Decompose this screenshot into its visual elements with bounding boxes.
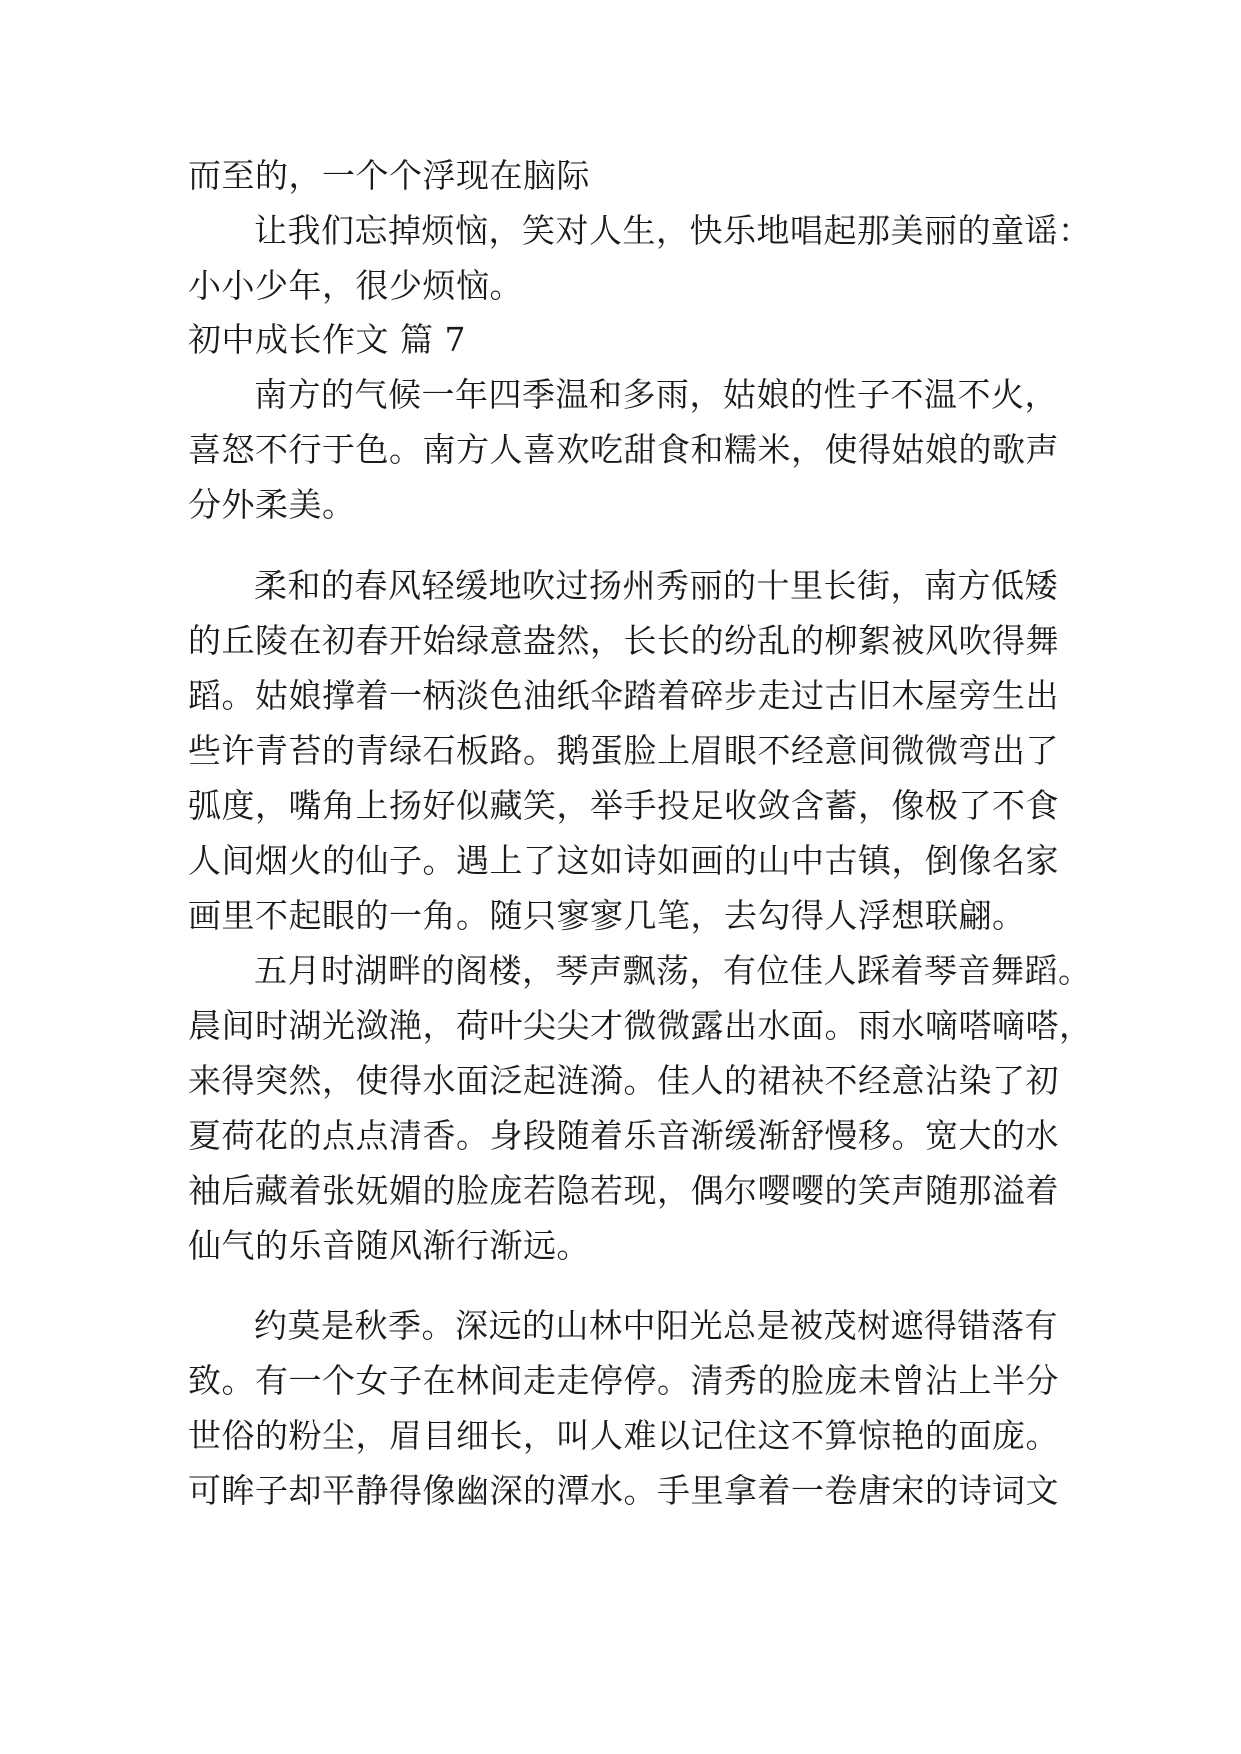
text-line: 人间烟火的仙子。遇上了这如诗如画的山中古镇，倒像名家 <box>188 841 1059 880</box>
section-heading: 初中成长作文 篇 7 <box>188 320 466 359</box>
text-line: 弧度，嘴角上扬好似藏笑，举手投足收敛含蓄，像极了不食 <box>188 786 1059 825</box>
text-line: 些许青苔的青绿石板路。鹅蛋脸上眉眼不经意间微微弯出了 <box>188 731 1059 770</box>
text-line: 的丘陵在初春开始绿意盎然，长长的纷乱的柳絮被风吹得舞 <box>188 621 1059 660</box>
text-line: 夏荷花的点点清香。身段随着乐音渐缓渐舒慢移。宽大的水 <box>188 1116 1059 1155</box>
text-line: 致。有一个女子在林间走走停停。清秀的脸庞未曾沾上半分 <box>188 1361 1059 1400</box>
paragraph-start: 南方的气候一年四季温和多雨，姑娘的性子不温不火， <box>254 375 1058 414</box>
text-line: 仙气的乐音随风渐行渐远。 <box>188 1226 590 1265</box>
text-line: 小小少年，很少烦恼。 <box>188 266 523 305</box>
paragraph-start: 约莫是秋季。深远的山林中阳光总是被茂树遮得错落有 <box>254 1306 1058 1345</box>
paragraph-start: 让我们忘掉烦恼，笑对人生，快乐地唱起那美丽的童谣： <box>254 211 1092 250</box>
text-line: 晨间时湖光潋滟，荷叶尖尖才微微露出水面。雨水嘀嗒嘀嗒， <box>188 1006 1093 1045</box>
text-line: 而至的，一个个浮现在脑际 <box>188 156 590 195</box>
text-line: 蹈。姑娘撑着一柄淡色油纸伞踏着碎步走过古旧木屋旁生出 <box>188 676 1059 715</box>
paragraph-start: 柔和的春风轻缓地吹过扬州秀丽的十里长街，南方低矮 <box>254 566 1058 605</box>
text-line: 可眸子却平静得像幽深的潭水。手里拿着一卷唐宋的诗词文 <box>188 1471 1059 1510</box>
text-line: 喜怒不行于色。南方人喜欢吃甜食和糯米，使得姑娘的歌声 <box>188 430 1059 469</box>
text-line: 世俗的粉尘，眉目细长，叫人难以记住这不算惊艳的面庞。 <box>188 1416 1059 1455</box>
text-line: 袖后藏着张妩媚的脸庞若隐若现，偶尔嘤嘤的笑声随那溢着 <box>188 1171 1059 1210</box>
text-line: 来得突然，使得水面泛起涟漪。佳人的裙袂不经意沾染了初 <box>188 1061 1059 1100</box>
text-line: 画里不起眼的一角。随只寥寥几笔，去勾得人浮想联翩。 <box>188 896 1026 935</box>
text-line: 分外柔美。 <box>188 485 356 524</box>
paragraph-start: 五月时湖畔的阁楼，琴声飘荡，有位佳人踩着琴音舞蹈。 <box>254 951 1092 990</box>
